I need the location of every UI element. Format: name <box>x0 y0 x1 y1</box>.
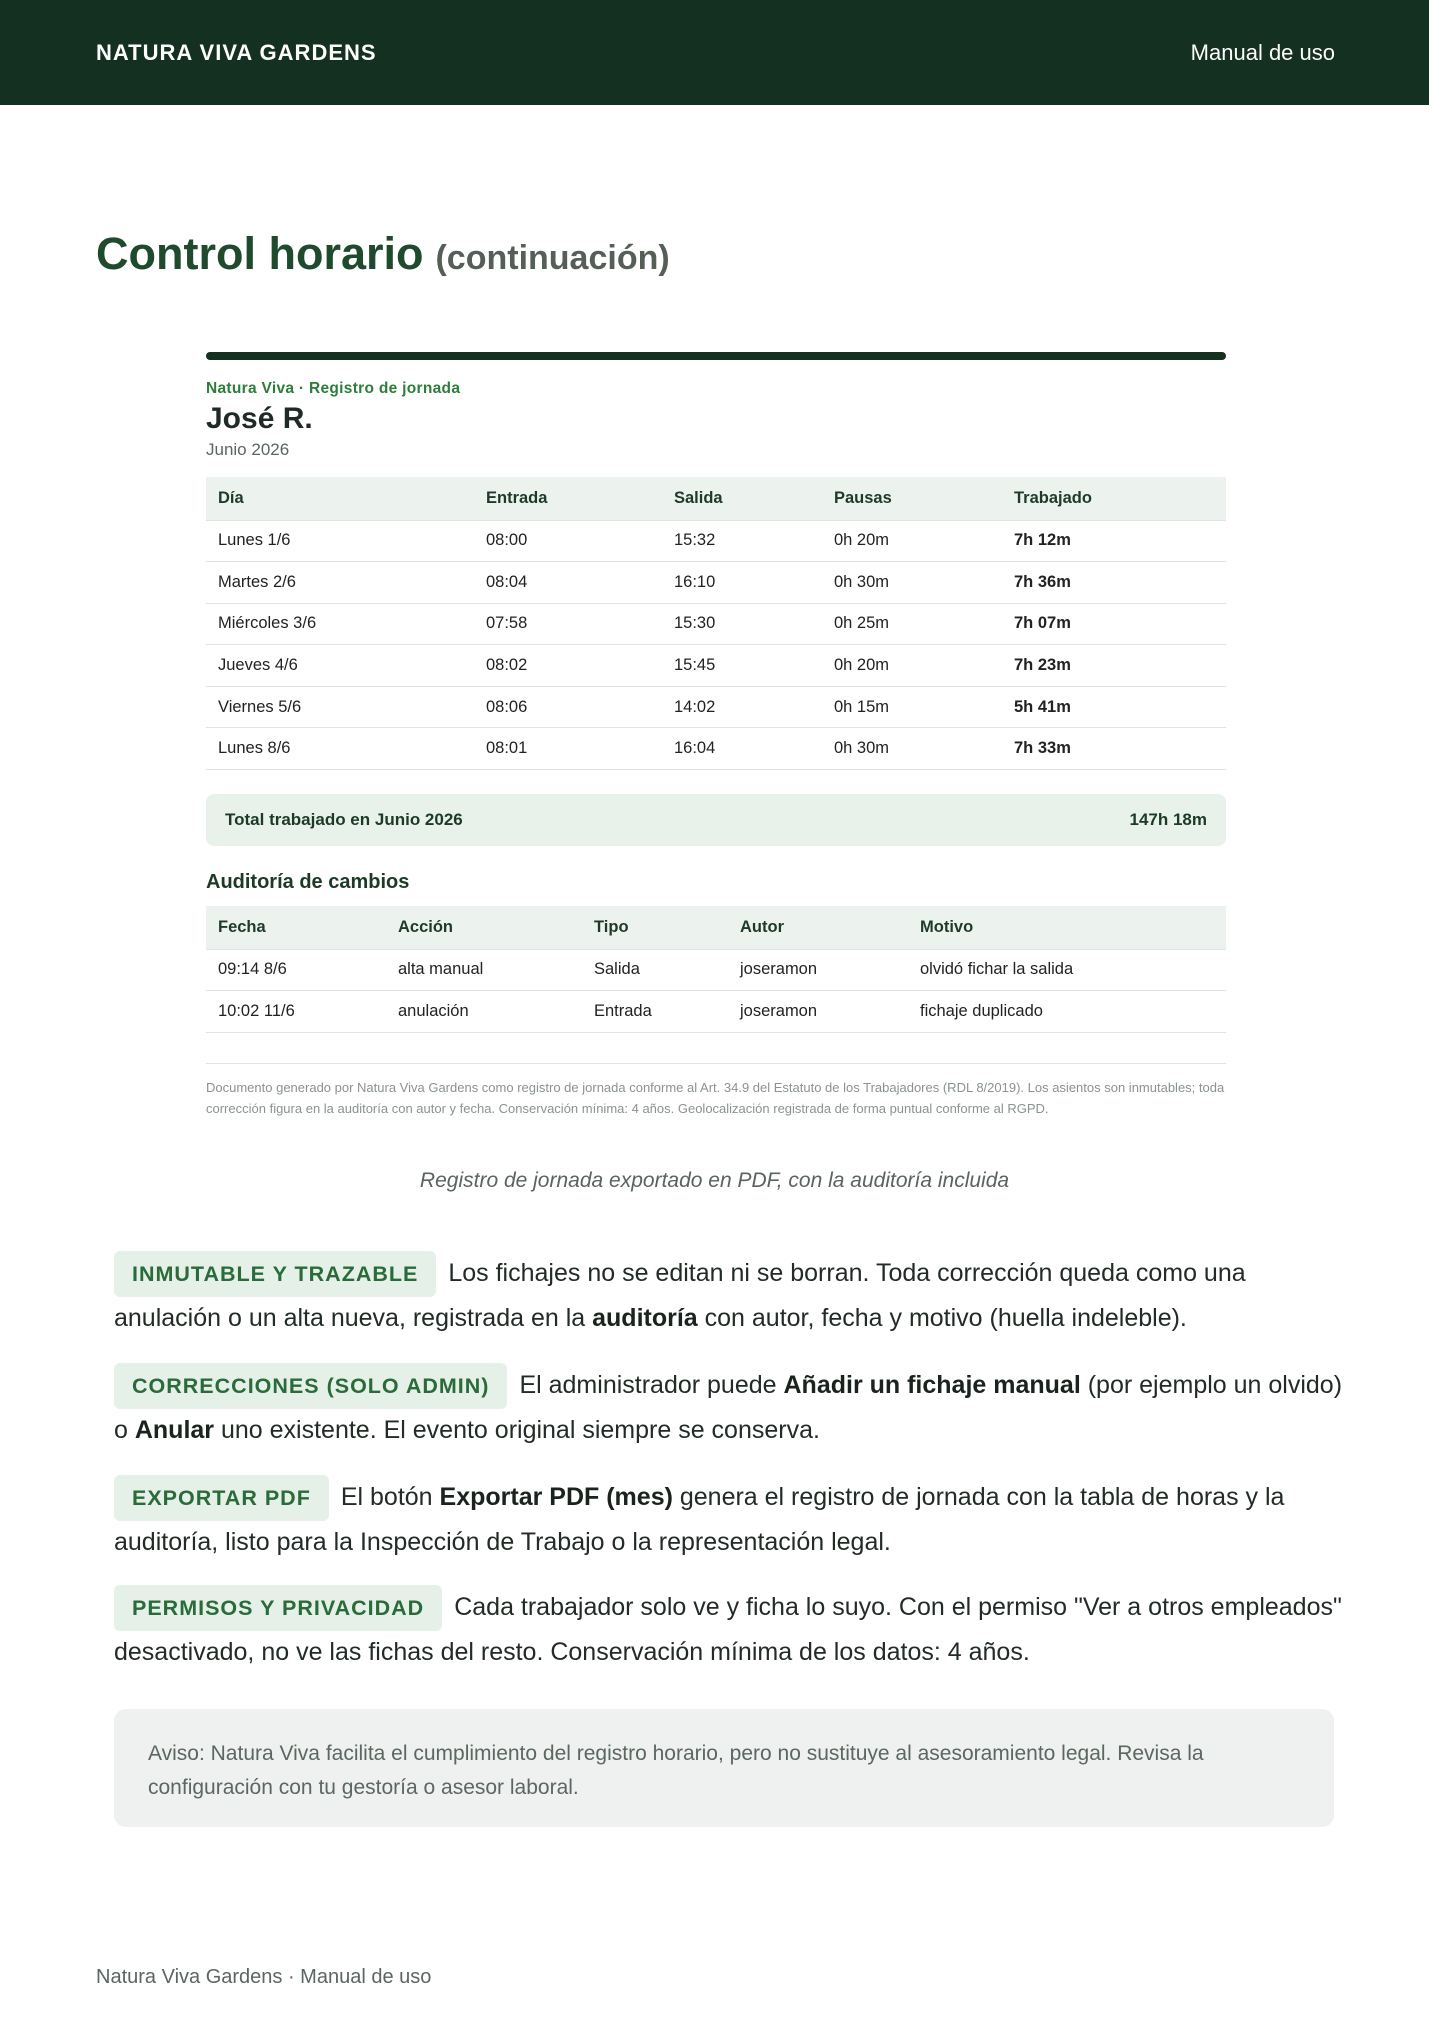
cell-day: Martes 2/6 <box>206 562 474 604</box>
cell-in: 08:00 <box>474 520 662 562</box>
feature-tag: EXPORTAR PDF <box>114 1475 329 1521</box>
feature-text: Los fichajes no se editan ni se borran. Toda corrección queda como una anulación o un alta nueva, registrada en la <box>114 1259 1246 1332</box>
cell-author: joseramon <box>728 991 908 1033</box>
table-row <box>206 603 1226 645</box>
feature-tag: INMUTABLE Y TRAZABLE <box>114 1251 436 1297</box>
cell-out: 14:02 <box>662 686 822 728</box>
cell-out: 15:45 <box>662 645 822 687</box>
cell-breaks: 0h 20m <box>822 520 1002 562</box>
cell-worked: 7h 33m <box>1002 728 1226 770</box>
cell-out: 15:30 <box>662 603 822 645</box>
table-row <box>206 686 1226 728</box>
report-month: Junio 2026 <box>206 440 290 459</box>
hours-table <box>206 477 1226 770</box>
cell-in: 08:01 <box>474 728 662 770</box>
cell-day: Miércoles 3/6 <box>206 603 474 645</box>
total-value: 147h 18m <box>1129 810 1207 830</box>
feature-bold: auditoría <box>592 1304 698 1332</box>
feature-text: genera el registro de jornada con la tabla de horas y la auditoría, listo para la Inspección de Trabajo o la representación legal. <box>114 1483 1285 1556</box>
report-kicker: Natura Viva · Registro de jornada <box>206 380 461 397</box>
cell-in: 07:58 <box>474 603 662 645</box>
cell-in: 08:02 <box>474 645 662 687</box>
cell-in: 08:06 <box>474 686 662 728</box>
feature-bold: Añadir un fichaje manual <box>783 1371 1081 1399</box>
feature-export-pdf <box>114 1475 1344 1564</box>
cell-day: Jueves 4/6 <box>206 645 474 687</box>
total-label: Total trabajado en Junio 2026 <box>225 810 463 830</box>
table-row <box>206 520 1226 562</box>
cell-out: 16:04 <box>662 728 822 770</box>
col-header-accion: Acción <box>386 906 582 949</box>
top-bar <box>0 0 1429 105</box>
cell-day: Viernes 5/6 <box>206 686 474 728</box>
cell-breaks: 0h 25m <box>822 603 1002 645</box>
table-row <box>206 645 1226 687</box>
cell-action: alta manual <box>386 949 582 991</box>
feature-text: Cada trabajador solo ve y ficha lo suyo. Con el permiso "Ver a otros empleados" desactivado, no ve las fichas del resto. Conservación mínima de los datos: 4 años. <box>114 1593 1342 1666</box>
table-row <box>206 562 1226 604</box>
feature-bold: Anular <box>134 1416 215 1444</box>
col-header-salida: Salida <box>662 477 822 520</box>
audit-title: Auditoría de cambios <box>206 871 410 894</box>
hours-header-row <box>206 477 1226 520</box>
col-header-autor: Autor <box>728 906 908 949</box>
cell-worked: 7h 12m <box>1002 520 1226 562</box>
cell-author: joseramon <box>728 949 908 991</box>
cell-action: anulación <box>386 991 582 1033</box>
cell-date: 10:02 11/6 <box>206 991 386 1033</box>
col-header-tipo: Tipo <box>582 906 728 949</box>
cell-reason: fichaje duplicado <box>908 991 1226 1033</box>
manual-link[interactable]: Manual de uso <box>1190 40 1335 65</box>
report-footnote: Documento generado por Natura Viva Gardens como registro de jornada conforme al Art. 34.9 del Estatuto de los Trabajadores (RDL 8/2019). Los asientos son inmutables; toda corrección figura en la auditoría con autor y fecha. Conservación mínima: 4 años. Geolocalización registrada de forma puntual conforme al RGPD. <box>206 1079 1225 1116</box>
col-header-trabajado: Trabajado <box>1002 477 1226 520</box>
cell-worked: 7h 07m <box>1002 603 1226 645</box>
cell-date: 09:14 8/6 <box>206 949 386 991</box>
cell-reason: olvidó fichar la salida <box>908 949 1226 991</box>
cell-out: 15:32 <box>662 520 822 562</box>
cell-type: Entrada <box>582 991 728 1033</box>
feature-corrections <box>114 1363 1344 1452</box>
audit-table <box>206 906 1226 1033</box>
cell-day: Lunes 8/6 <box>206 728 474 770</box>
feature-permissions <box>114 1585 1344 1674</box>
report-top-rule <box>206 352 1226 360</box>
cell-worked: 5h 41m <box>1002 686 1226 728</box>
cell-day: Lunes 1/6 <box>206 520 474 562</box>
cell-worked: 7h 36m <box>1002 562 1226 604</box>
report-preview <box>206 352 1226 1119</box>
employee-name: José R. <box>206 402 313 435</box>
cell-breaks: 0h 30m <box>822 562 1002 604</box>
feature-text: El botón <box>340 1483 440 1511</box>
cell-breaks: 0h 20m <box>822 645 1002 687</box>
cell-in: 08:04 <box>474 562 662 604</box>
table-row <box>206 728 1226 770</box>
cell-breaks: 0h 30m <box>822 728 1002 770</box>
page-title <box>96 228 670 280</box>
total-worked-bar <box>206 794 1226 846</box>
page-title-sub: (continuación) <box>435 239 670 277</box>
page-footer: Natura Viva Gardens · Manual de uso <box>96 1966 432 1988</box>
feature-tag: PERMISOS Y PRIVACIDAD <box>114 1585 442 1631</box>
feature-text: (por ejemplo un olvido) o <box>114 1371 1343 1444</box>
table-row <box>206 991 1226 1033</box>
feature-text: uno existente. El evento original siempre se conserva. <box>214 1416 820 1444</box>
feature-text: El administrador puede <box>519 1371 784 1399</box>
feature-tag: CORRECCIONES (SOLO ADMIN) <box>114 1363 507 1409</box>
brand-name: NATURA VIVA GARDENS <box>96 40 377 65</box>
table-row <box>206 949 1226 991</box>
cell-breaks: 0h 15m <box>822 686 1002 728</box>
audit-header-row <box>206 906 1226 949</box>
feature-text: con autor, fecha y motivo (huella indeleble). <box>697 1304 1187 1332</box>
cell-type: Salida <box>582 949 728 991</box>
page-title-main: Control horario <box>96 228 424 279</box>
feature-bold: Exportar PDF (mes) <box>439 1483 673 1511</box>
col-header-pausas: Pausas <box>822 477 1002 520</box>
legal-notice: Aviso: Natura Viva facilita el cumplimiento del registro horario, pero no sustituye al asesoramiento legal. Revisa la configuración con tu gestoría o asesor laboral. <box>114 1709 1334 1827</box>
col-header-entrada: Entrada <box>474 477 662 520</box>
col-header-fecha: Fecha <box>206 906 386 949</box>
report-divider <box>206 1063 1226 1064</box>
col-header-dia: Día <box>206 477 474 520</box>
cell-worked: 7h 23m <box>1002 645 1226 687</box>
cell-out: 16:10 <box>662 562 822 604</box>
col-header-motivo: Motivo <box>908 906 1226 949</box>
feature-immutable <box>114 1251 1344 1340</box>
figure-caption: Registro de jornada exportado en PDF, con la auditoría incluida <box>419 1169 1010 1192</box>
